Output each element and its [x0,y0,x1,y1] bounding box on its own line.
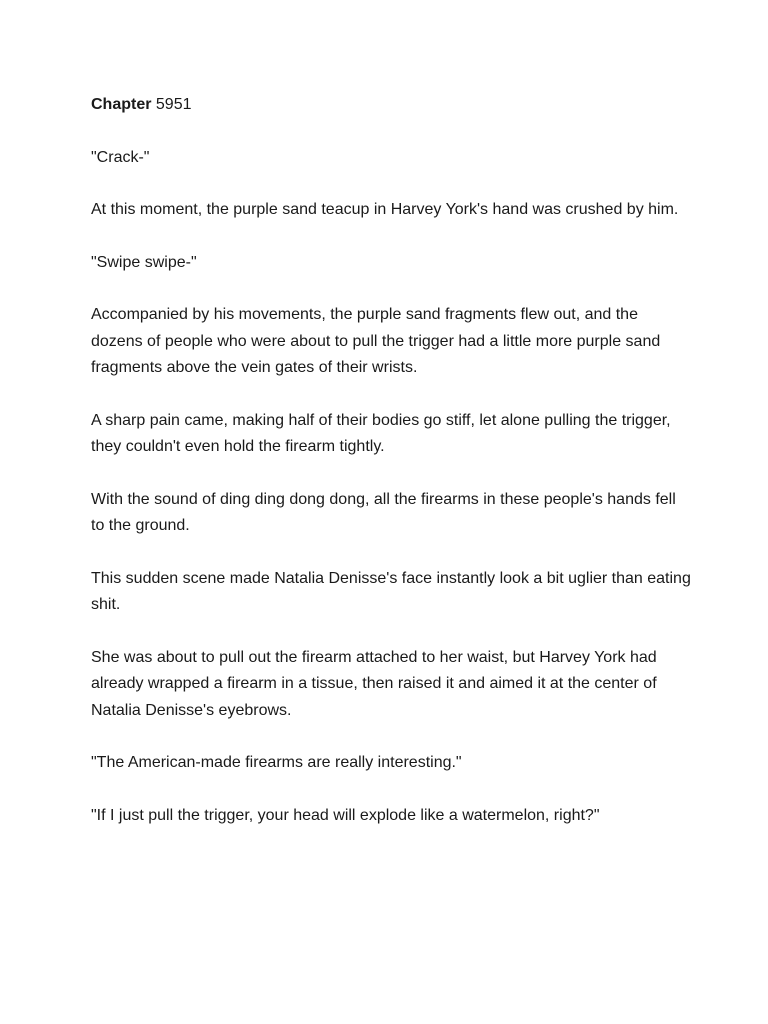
paragraph-american-made: "The American-made firearms are really interesting." [91,754,462,771]
paragraph-crack: "Crack-" [91,148,150,166]
chapter-number: 5951 [155,96,192,113]
paragraph-teacup-crushed: At this moment, the purple sand teacup in Harvey York's hand was crushed by him. [91,201,679,218]
paragraph-swipe: "Swipe swipe-" [91,253,197,271]
paragraph-fragments-flew: Accompanied by his movements, the purple sand fragments flew out, and the dozens of people who were about to pull the trigger had a little more purple sand fragments above the vein gates of their wrists. [91,306,661,376]
document-page [91,92,691,855]
chapter-label: Chapter [91,96,152,113]
chapter-heading [91,92,691,119]
paragraph-sharp-pain: A sharp pain came, making half of their bodies go stiff, let alone pulling the trigger, they couldn't even hold the firearm tightly. [91,411,671,455]
paragraph-firearms-fell: With the sound of ding ding dong dong, all the firearms in these people's hands fell to the ground. [91,490,676,534]
paragraph-sudden-scene: This sudden scene made Natalia Denisse's face instantly look a bit uglier than eating shit. [91,569,691,613]
paragraph-watermelon: "If I just pull the trigger, your head will explode like a watermelon, right?" [91,806,600,824]
paragraph-aimed-firearm: She was about to pull out the firearm attached to her waist, but Harvey York had already wrapped a firearm in a tissue, then raised it and aimed it at the center of Natalia Denisse's eyebrows. [91,648,657,719]
